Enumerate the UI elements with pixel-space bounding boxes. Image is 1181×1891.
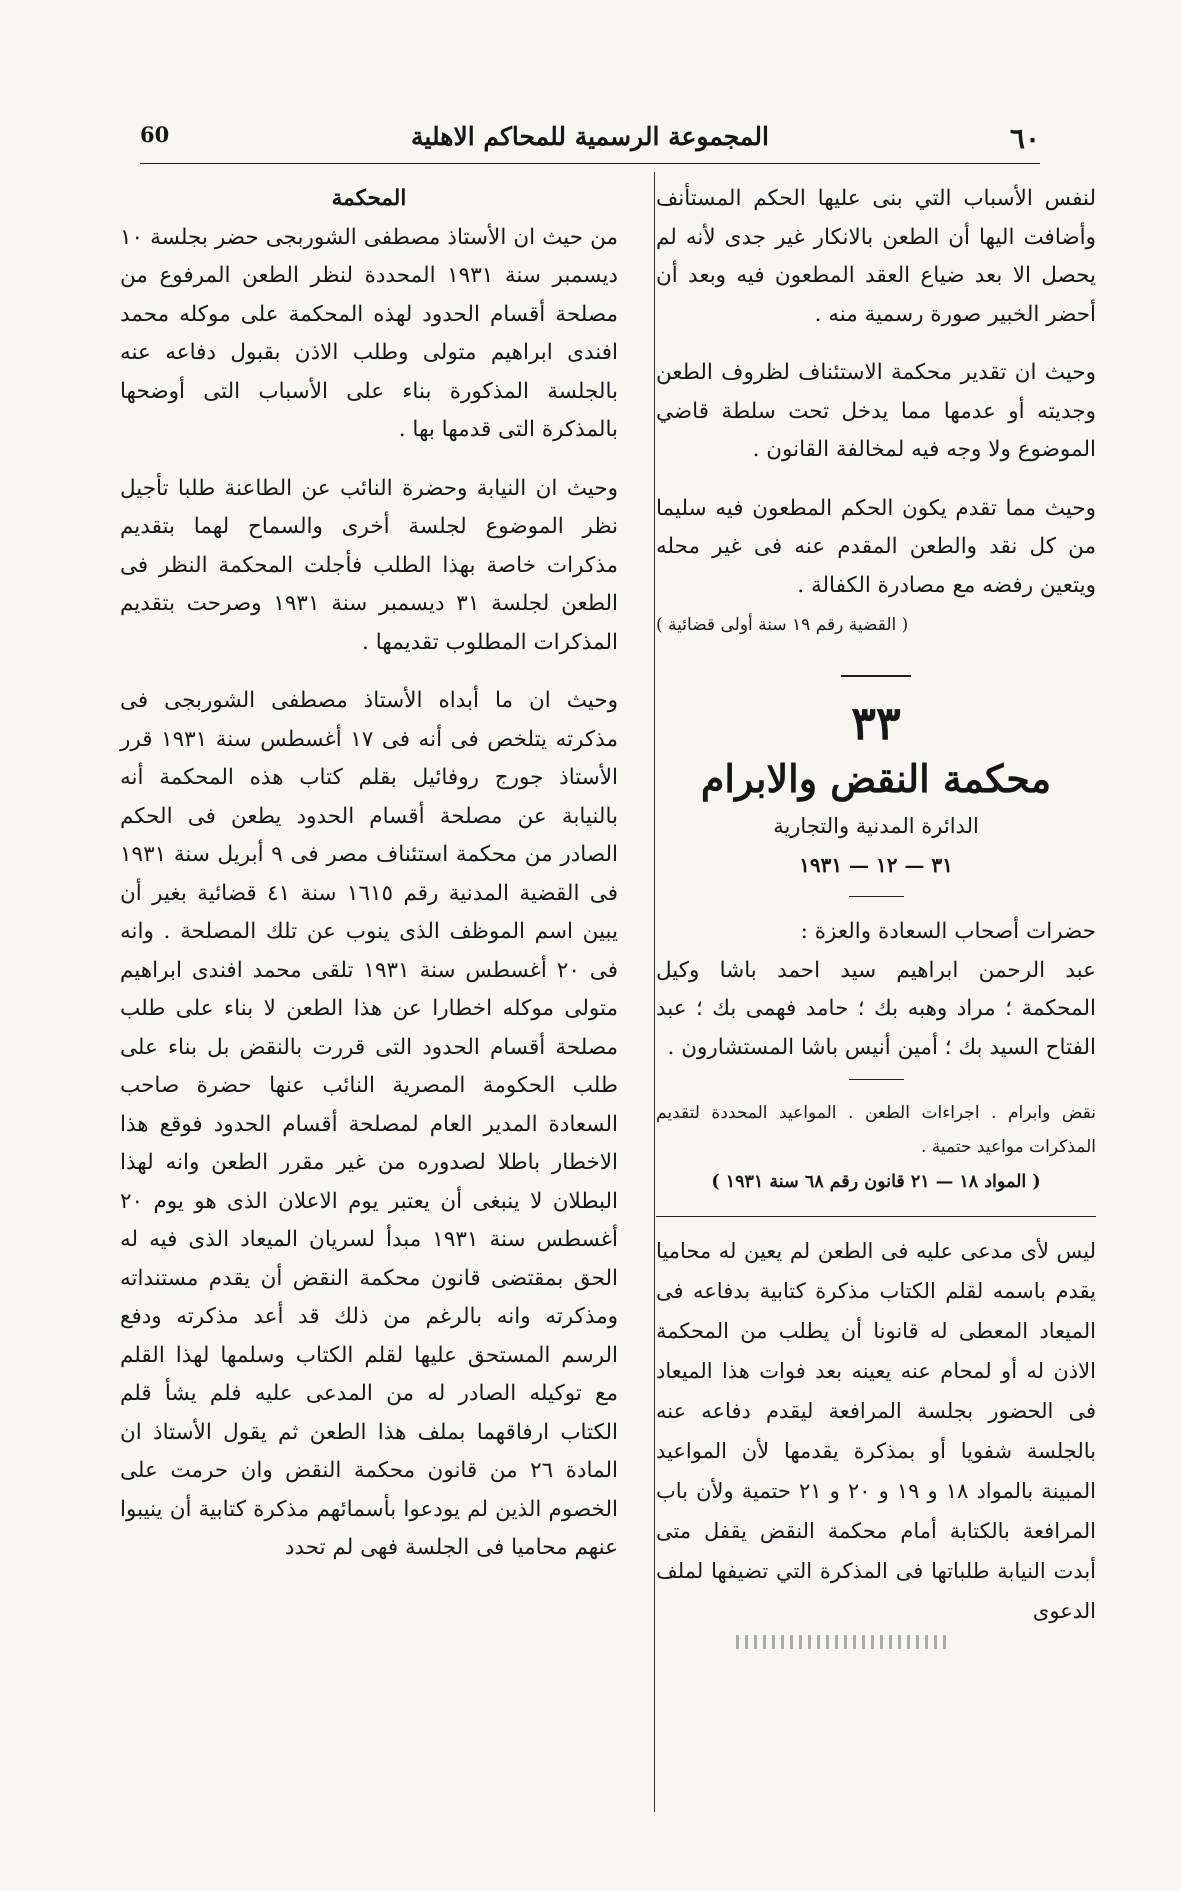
paragraph: وحيث ان ما أبداه الأستاذ مصطفى الشوربجى فى مذكرته يتلخص فى أنه فى ١٧ أغسطس سنة ١٩٣١ قرر الأستاذ جورج روفائيل بقلم كتاب هذه المحكمة أنه بالنيابة عن مصلحة أقسام الحدود يطعن فى الحكم الصادر من محكمة استئناف مصر فى ٩ أبريل سنة ١٩٣١ فى القضية المدنية رقم ١٦١٥ سنة ٤١ قضائية بغير أن يبين اسم الموظف الذى ينوب عن تلك المصلحة . وانه فى ٢٠ أغسطس سنة ١٩٣١ تلقى محمد افندى ابراهيم متولى موكله اخطارا عن هذا الطعن لا بناء على طلب مصلحة أقسام الحدود التى قررت بالنقض بل بناء على طلب الحكومة المصرية النائب عنها حضرة صاحب السعادة المدير العام لمصلحة أقسام الحدود فوقع هذا الاخطار باطلا لصدوره من غير مقرر الطعن وانه لهذا البطلان لا ينبغى أن يعتبر يوم الاعلان الذى هو يوم ٢٠ أغسطس سنة ١٩٣١ مبدأ لسريان الميعاد الذى فيه له الحق بمقتضى قانون محكمة النقض أن يقدم مستنداته ومذكرته وانه بالرغم من ذلك قد أعد مذكرته ودفع الرسم المستحق عليها لقلم الكتاب وسلمها لهذا القلم مع توكيله الصادر له من المدعى عليه فلم يشأ قلم الكتاب ارفاقهما بملف هذا الطعن ثم يقول الأستاذ ان المادة ٢٦ من قانون محكمة النقض وان حرمت على الخصوم الذين لم يودعوا بأسمائهم مذكرة كتابية أن ينيبوا عنهم محاميا فى الجلسة فهى لم تحدد bbox=[120, 688, 618, 1560]
case-reference: ( القضية رقم ١٩ سنة أولى قضائية ) bbox=[656, 615, 909, 635]
print-smudge bbox=[736, 1635, 946, 1649]
column-divider bbox=[654, 172, 655, 1812]
ruling-rule bbox=[656, 1216, 1096, 1217]
page-header bbox=[140, 112, 1040, 162]
judges-names: عبد الرحمن ابراهيم سيد احمد باشا وكيل المحكمة ؛ مراد وهبه بك ؛ حامد فهمى بك ؛ عبد الفتاح السيد بك ؛ أمين أنيس باشا المستشارون . bbox=[656, 957, 1096, 1060]
paragraph: وحيث ان تقدير محكمة الاستئناف لظروف الطعن وجديته أو عدمها مما يدخل تحت سلطة قاضي الموضوع ولا وجه فيه لمخالفة القانون . bbox=[656, 360, 1096, 462]
court-department: الدائرة المدنية والتجارية bbox=[773, 814, 979, 838]
section-rule bbox=[841, 675, 911, 677]
header-rule bbox=[140, 163, 1040, 164]
left-column bbox=[120, 180, 618, 1568]
ruling-text: ليس لأى مدعى عليه فى الطعن لم يعين له محاميا يقدم باسمه لقلم الكتاب مذكرة كتابية بدفاعه فى الميعاد المعطى له قانونا أن يطلب من المحكمة الاذن له أو لمحام عنه يعينه بعد فوات هذا الميعاد فى الحضور بجلسة المرافعة ليقدم دفاعه عنه بالجلسة شفويا أو بمذكرة يقدمها لأن المواعيد المبينة بالمواد ١٨ و ١٩ و ٢٠ و ٢١ حتمية ولأن باب المرافعة بالكتابة أمام محكمة النقض يقفل متى أبدت النيابة طلباتها فى المذكرة التي تضيفها لملف الدعوى bbox=[656, 1239, 1097, 1623]
right-column bbox=[656, 180, 1096, 1649]
articles-reference: ( المواد ١٨ — ٢١ قانون رقم ٦٨ سنة ١٩٣١ ) bbox=[711, 1172, 1041, 1192]
paragraph: من حيث ان الأستاذ مصطفى الشوربجى حضر بجلسة ١٠ ديسمبر سنة ١٩٣١ المحددة لنظر الطعن المرفوع من مصلحة أقسام الحدود لهذه المحكمة على موكله محمد افندى ابراهيم متولى وطلب الاذن بقبول دفاعه عنه بالجلسة المذكورة بناء على الأسباب التى أوضحها بالمذكرة التى قدمها بها . bbox=[120, 224, 618, 442]
judges-title: حضرات أصحاب السعادة والعزة : bbox=[800, 919, 1096, 944]
paragraph: وحيث ان النيابة وحضرة النائب عن الطاعنة طلبا تأجيل نظر الموضوع لجلسة أخرى والسماح لهما بتقديم مذكرات خاصة بهذا الطلب فأجلت المحكمة النظر فى الطعن لجلسة ٣١ ديسمبر سنة ١٩٣١ وصرحت بتقديم المذكرات المطلوب تقديمها . bbox=[120, 475, 618, 655]
court-name: محكمة النقض والابرام bbox=[700, 756, 1052, 801]
section-rule bbox=[849, 1079, 904, 1080]
page-number-arabic: ٦٠ bbox=[1009, 122, 1040, 155]
ruling bbox=[656, 1231, 1096, 1631]
paragraph: وحيث مما تقدم يكون الحكم المطعون فيه سليما من كل نقد والطعن المقدم عنه فى غير محله ويتعين رفضه مع مصادرة الكفالة . bbox=[656, 495, 1096, 598]
judgment-date: ٣١ — ١٢ — ١٩٣١ bbox=[799, 852, 953, 877]
case-number: ٣٣ bbox=[851, 696, 901, 750]
case-summary: نقض وابرام . اجراءات الطعن . المواعيد المحددة لتقديم المذكرات مواعيد حتمية . bbox=[656, 1103, 1096, 1157]
running-title: المجموعة الرسمية للمحاكم الاهلية bbox=[411, 122, 769, 151]
section-rule bbox=[849, 896, 904, 897]
section-heading: المحكمة bbox=[331, 186, 407, 211]
paragraph: لنفس الأسباب التي بنى عليها الحكم المستأنف وأضافت اليها أن الطعن بالانكار غير جدى لأنه لم يحصل الا بعد ضياع العقد المطعون فيه وبعد أن أحضر الخبير صورة رسمية منه . bbox=[656, 186, 1096, 327]
page-number-latin: 60 bbox=[140, 122, 170, 147]
